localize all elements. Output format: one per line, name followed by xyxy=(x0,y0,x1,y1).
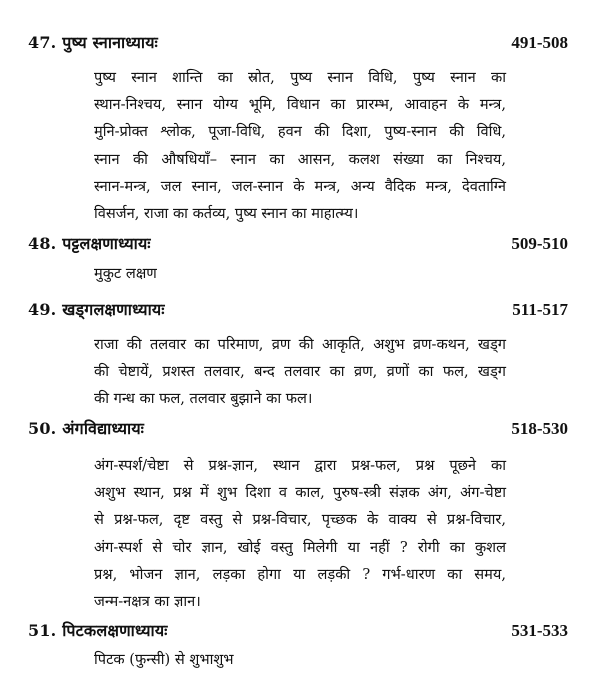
content-line: अंग-स्पर्श से चोर ज्ञान, खोई वस्तु मिलेगी या नहीं ? रोगी का कुशल xyxy=(94,538,506,556)
content-line: मुकुट लक्षण xyxy=(94,265,157,282)
content-line: पिटक (फुन्सी) से शुभाशुभ xyxy=(94,651,234,668)
content-line: अंग-स्पर्श/चेष्टा से प्रश्न-ज्ञान, स्थान द्वारा प्रश्न-फल, प्रश्न पूछने का xyxy=(94,457,506,474)
content-line: अशुभ स्थान, प्रश्न में शुभ दिशा व काल, पुरुष-स्त्री संज्ञक अंग, अंग-चेष्टा xyxy=(94,484,506,502)
content-line: की गन्ध का फल, तलवार बुझाने का फल। xyxy=(94,390,313,408)
toc-entry-heading xyxy=(28,417,568,443)
content-line: की चेष्टायें, प्रशस्त तलवार, बन्द तलवार का व्रण, व्रणों का फल, खड्ग xyxy=(94,363,506,381)
page-range: 491-508 xyxy=(511,33,568,52)
page-range: 511-517 xyxy=(512,300,568,319)
content-line: स्नान-मन्त्र, जल स्नान, जल-स्नान के मन्त्र, अन्य वैदिक मन्त्र, देवताग्नि xyxy=(94,177,506,195)
page-range: 531-533 xyxy=(511,621,568,640)
chapter-contents xyxy=(94,260,506,287)
content-line: पुष्य स्नान शान्ति का स्रोत, पुष्य स्नान विधि, पुष्य स्नान का xyxy=(94,69,506,86)
chapter-title: 51. पिटकलक्षणाध्यायः xyxy=(28,621,168,640)
content-line: स्थान-निश्चय, स्नान योग्य भूमि, विधान का प्रारम्भ, आवाहन के मन्त्र, xyxy=(94,96,506,114)
content-line: राजा की तलवार का परिमाण, व्रण की आकृति, अशुभ व्रण-कथन, खड्ग xyxy=(94,336,506,353)
toc-entry-heading xyxy=(28,232,568,258)
toc-entry-heading xyxy=(28,619,568,645)
page-range: 518-530 xyxy=(511,419,568,438)
chapter-title: 48. पट्टलक्षणाध्यायः xyxy=(28,234,151,253)
toc-entry-heading xyxy=(28,298,568,324)
chapter-title: 47. पुष्य स्नानाध्यायः xyxy=(28,33,158,52)
content-line: विसर्जन, राजा का कर्तव्य, पुष्य स्नान का माहात्म्य। xyxy=(94,205,359,223)
content-line: प्रश्न, भोजन ज्ञान, लड़का होगा या लड़की ? गर्भ-धारण का समय, xyxy=(94,565,506,583)
chapter-contents xyxy=(94,452,506,615)
toc-entry-heading xyxy=(28,31,568,57)
chapter-contents xyxy=(94,331,506,413)
chapter-title: 50. अंगविद्याध्यायः xyxy=(28,419,145,438)
content-line: स्नान की औषधियाँ– स्नान का आसन, कलश संख्या का निश्चय, xyxy=(94,150,506,168)
chapter-contents xyxy=(94,64,506,227)
chapter-title: 49. खड्गलक्षणाध्यायः xyxy=(28,300,165,319)
content-line: जन्म-नक्षत्र का ज्ञान। xyxy=(94,593,201,611)
page-range: 509-510 xyxy=(511,234,568,253)
content-line: से प्रश्न-फल, दृष्ट वस्तु से प्रश्न-विचार, पृच्छक के वाक्य से प्रश्न-विचार, xyxy=(94,511,506,529)
chapter-contents xyxy=(94,646,506,673)
content-line: मुनि-प्रोक्त श्लोक, पूजा-विधि, हवन की दिशा, पुष्य-स्नान की विधि, xyxy=(94,123,506,141)
